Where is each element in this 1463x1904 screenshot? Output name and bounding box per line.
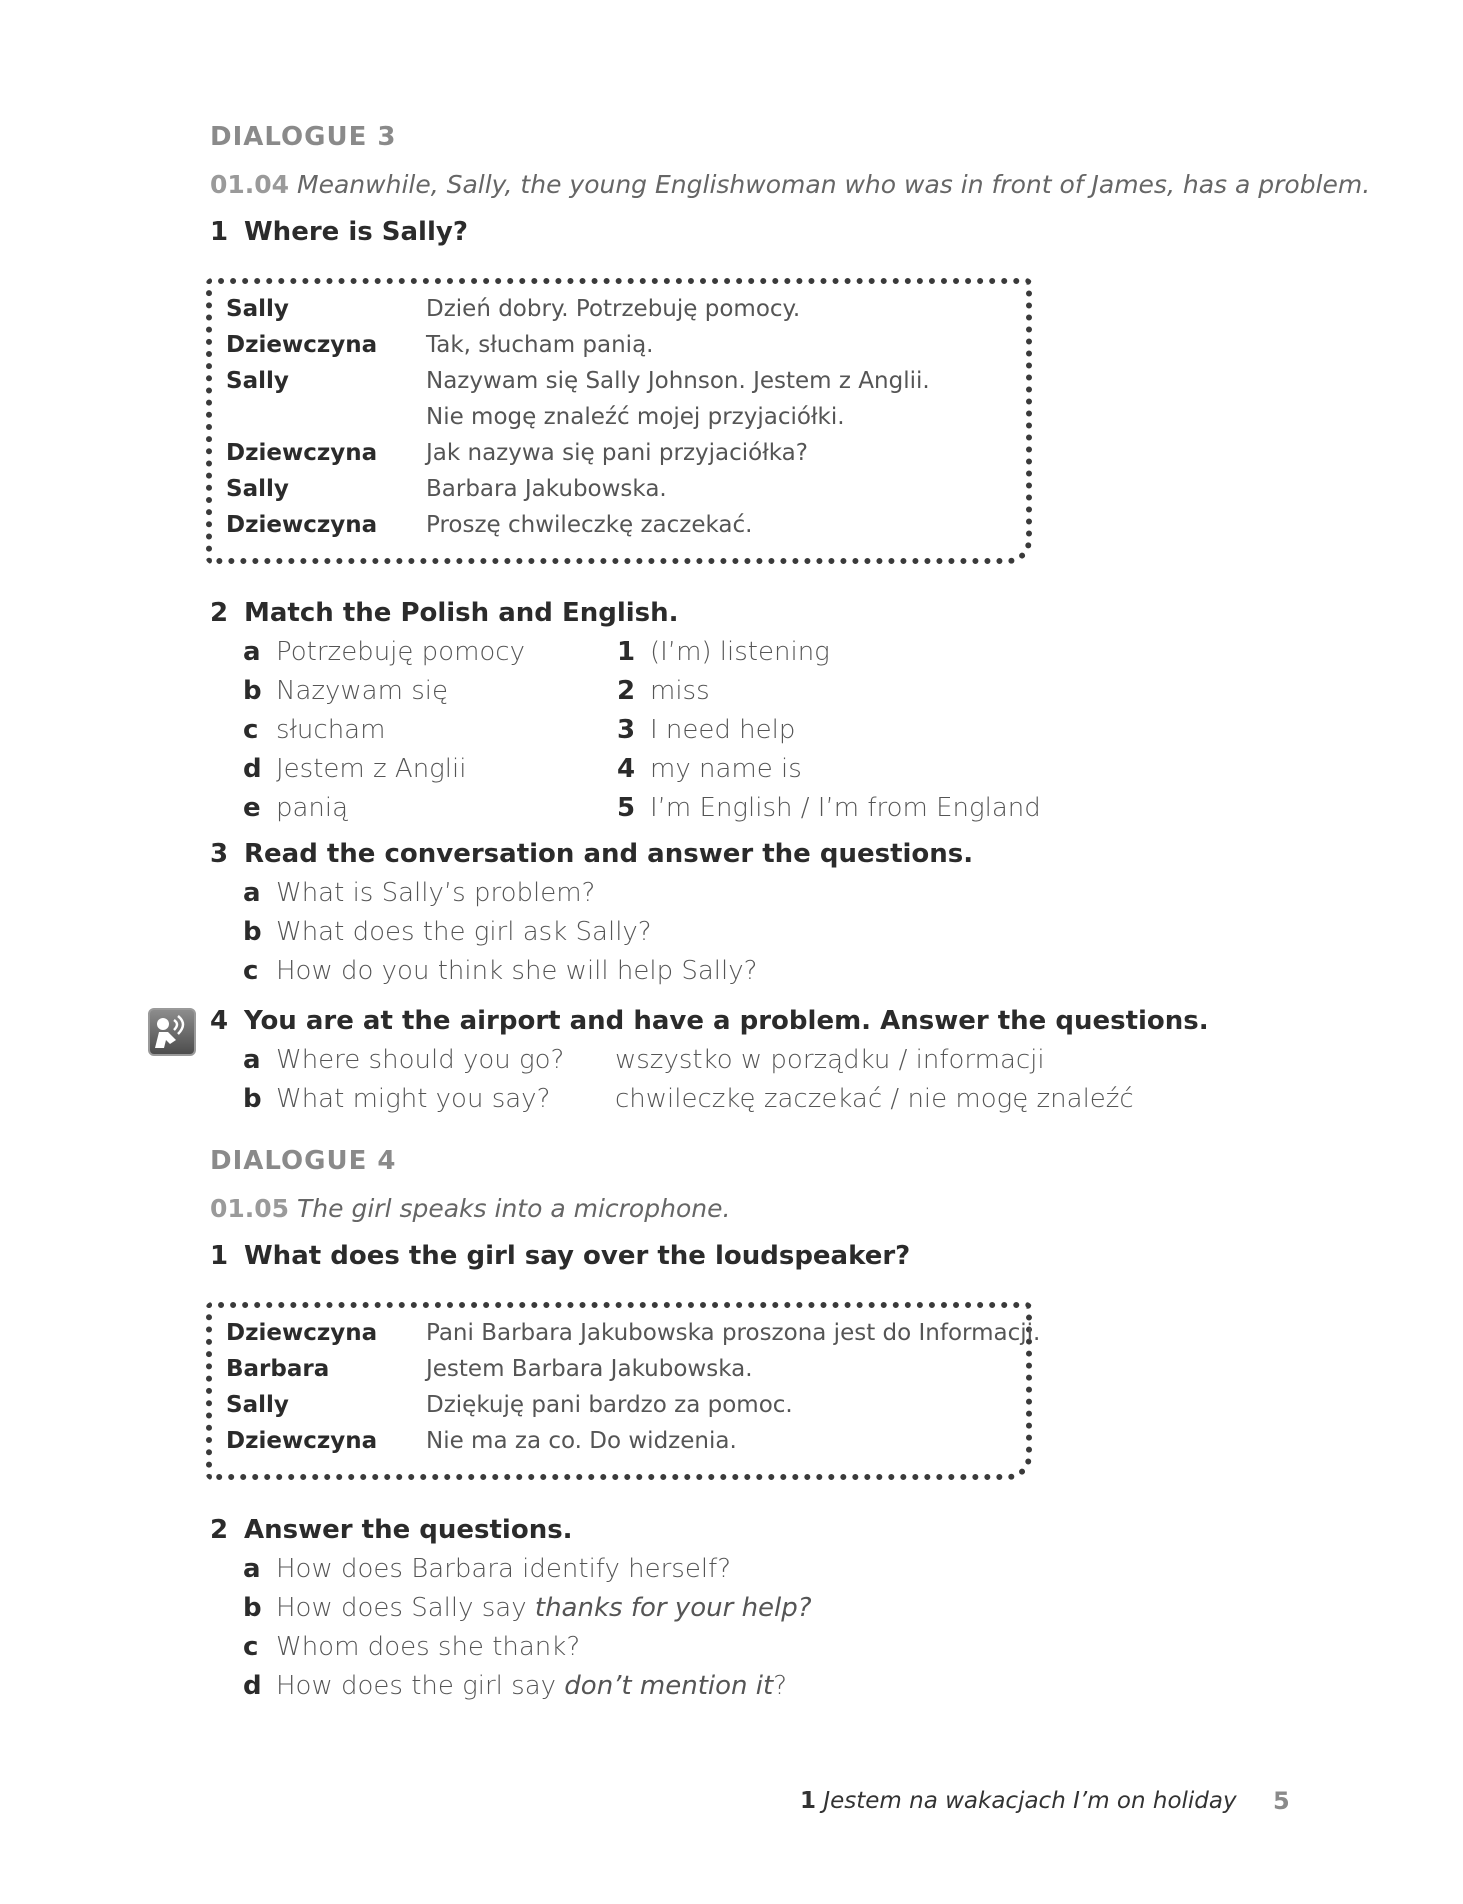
item-letter: c [243,956,259,986]
speaker-name: Dziewczyna [226,332,378,358]
match-left-item [243,793,348,823]
question-text: Where is Sally? [244,217,468,247]
item-letter: 2 [617,676,636,706]
dialogue-line: Pani Barbara Jakubowska proszona jest do Informacji. [426,1320,1041,1346]
audio-track-code: 01.05 [210,1194,290,1223]
d3-question-3 [210,839,973,869]
dialogue-3-box [206,278,1032,564]
match-right-item [617,676,710,706]
item-letter: d [243,1671,262,1701]
question-number: 4 [210,1006,229,1036]
item-letter: 1 [617,637,636,667]
question-item [243,1671,787,1701]
item-letter: 4 [617,754,636,784]
dialogue-line: Nie mogę znaleźć mojej przyjaciółki. [426,404,845,430]
unit-number: 1 [800,1788,817,1814]
item-text: (I’m) listening [650,637,830,667]
question-item [243,1045,564,1075]
item-letter: c [243,715,259,745]
speaker-name: Dziewczyna [226,1428,378,1454]
speaker-name: Sally [226,1392,289,1418]
question-text: What does the girl say over the loudspeaker? [244,1241,911,1271]
dialogue-line: Jak nazywa się pani przyjaciółka? [426,440,808,466]
speaker-name: Dziewczyna [226,512,378,538]
item-text: I need help [650,715,796,745]
dialogue-line: Barbara Jakubowska. [426,476,667,502]
match-right-item [617,754,802,784]
dialogue-line: Jestem Barbara Jakubowska. [426,1356,753,1382]
dialogue-line: Nie ma za co. Do widzenia. [426,1428,737,1454]
d3-question-1 [210,217,468,247]
question-number: 3 [210,839,229,869]
unit-title: Jestem na wakacjach I’m on holiday [823,1788,1237,1814]
item-text: How do you think she will help Sally? [276,956,758,986]
item-text: How does Barbara identify herself? [276,1554,732,1584]
item-letter: b [243,676,262,706]
item-letter: a [243,637,261,667]
speaking-icon [148,1008,196,1056]
question-item [243,878,595,908]
question-item [243,1554,731,1584]
item-letter: b [243,1084,262,1114]
question-item [243,1632,580,1662]
d4-question-1 [210,1241,910,1271]
question-item [243,1593,812,1623]
item-letter: a [243,1554,261,1584]
dialogue-3-heading: DIALOGUE 3 [210,122,397,152]
item-text: Jestem z Anglii [276,754,467,784]
item-text: Potrzebuję pomocy [276,637,525,667]
question-number: 1 [210,217,229,247]
footer-unit [800,1788,1237,1814]
question-item [243,1084,550,1114]
hint-text: chwileczkę zaczekać / nie mogę znaleźć [615,1084,1134,1114]
item-letter: e [243,793,261,823]
item-text: I’m English / I’m from England [650,793,1041,823]
d3-question-4 [210,1006,1209,1036]
question-item [243,917,652,947]
dialogue-line: Tak, słucham panią. [426,332,654,358]
item-text: panią [276,793,349,823]
item-letter: a [243,878,261,908]
question-text: Answer the questions. [244,1515,573,1545]
match-left-item [243,754,466,784]
match-right-item [617,793,1041,823]
speaker-name: Barbara [226,1356,330,1382]
question-text: Read the conversation and answer the questions. [244,839,974,869]
match-left-item [243,637,525,667]
speaker-name: Dziewczyna [226,1320,378,1346]
dialogue-4-heading: DIALOGUE 4 [210,1146,397,1176]
speaker-name: Dziewczyna [226,440,378,466]
item-letter: b [243,917,262,947]
item-text: słucham [276,715,386,745]
d3-question-2 [210,598,679,628]
question-number: 1 [210,1241,229,1271]
item-text: How does Sally say [276,1593,535,1623]
item-letter: c [243,1632,259,1662]
question-item [243,956,757,986]
speaker-name: Sally [226,476,289,502]
dialogue-3-intro [210,170,1370,199]
item-text: What does the girl ask Sally? [276,917,652,947]
question-number: 2 [210,598,229,628]
page-number: 5 [1273,1787,1290,1815]
item-text: How does the girl say [276,1671,565,1701]
hint-text: wszystko w porządku / informacji [615,1045,1045,1075]
item-letter: d [243,754,262,784]
intro-text: Meanwhile, Sally, the young Englishwoman who was in front of James, has a problem. [297,170,1371,199]
item-italic-text: thanks for your help? [534,1593,812,1623]
question-number: 2 [210,1515,229,1545]
dialogue-4-intro [210,1194,730,1223]
speaker-name: Sally [226,296,289,322]
dialogue-line: Dziękuję pani bardzo za pomoc. [426,1392,793,1418]
item-text: Whom does she thank? [276,1632,581,1662]
item-text: Where should you go? [276,1045,565,1075]
match-left-item [243,676,448,706]
item-italic-text: don’t mention it [564,1671,774,1701]
dialogue-4-box [206,1302,1041,1480]
item-letter: 3 [617,715,636,745]
match-right-item [617,637,830,667]
dialogue-line: Nazywam się Sally Johnson. Jestem z Anglii. [426,368,930,394]
question-text: You are at the airport and have a problem. Answer the questions. [244,1006,1209,1036]
item-text: What might you say? [276,1084,551,1114]
item-text: What is Sally’s problem? [276,878,596,908]
item-punct: ? [773,1671,787,1701]
audio-track-code: 01.04 [210,170,290,199]
item-text: my name is [650,754,802,784]
match-right-item [617,715,795,745]
match-left-item [243,715,385,745]
question-text: Match the Polish and English. [244,598,679,628]
d4-question-2 [210,1515,573,1545]
intro-text: The girl speaks into a microphone. [297,1194,731,1223]
item-text: Nazywam się [276,676,448,706]
item-letter: 5 [617,793,636,823]
item-text: miss [650,676,710,706]
item-letter: a [243,1045,261,1075]
speaker-name: Sally [226,368,289,394]
dialogue-line: Proszę chwileczkę zaczekać. [426,512,753,538]
dialogue-line: Dzień dobry. Potrzebuję pomocy. [426,296,801,322]
item-letter: b [243,1593,262,1623]
